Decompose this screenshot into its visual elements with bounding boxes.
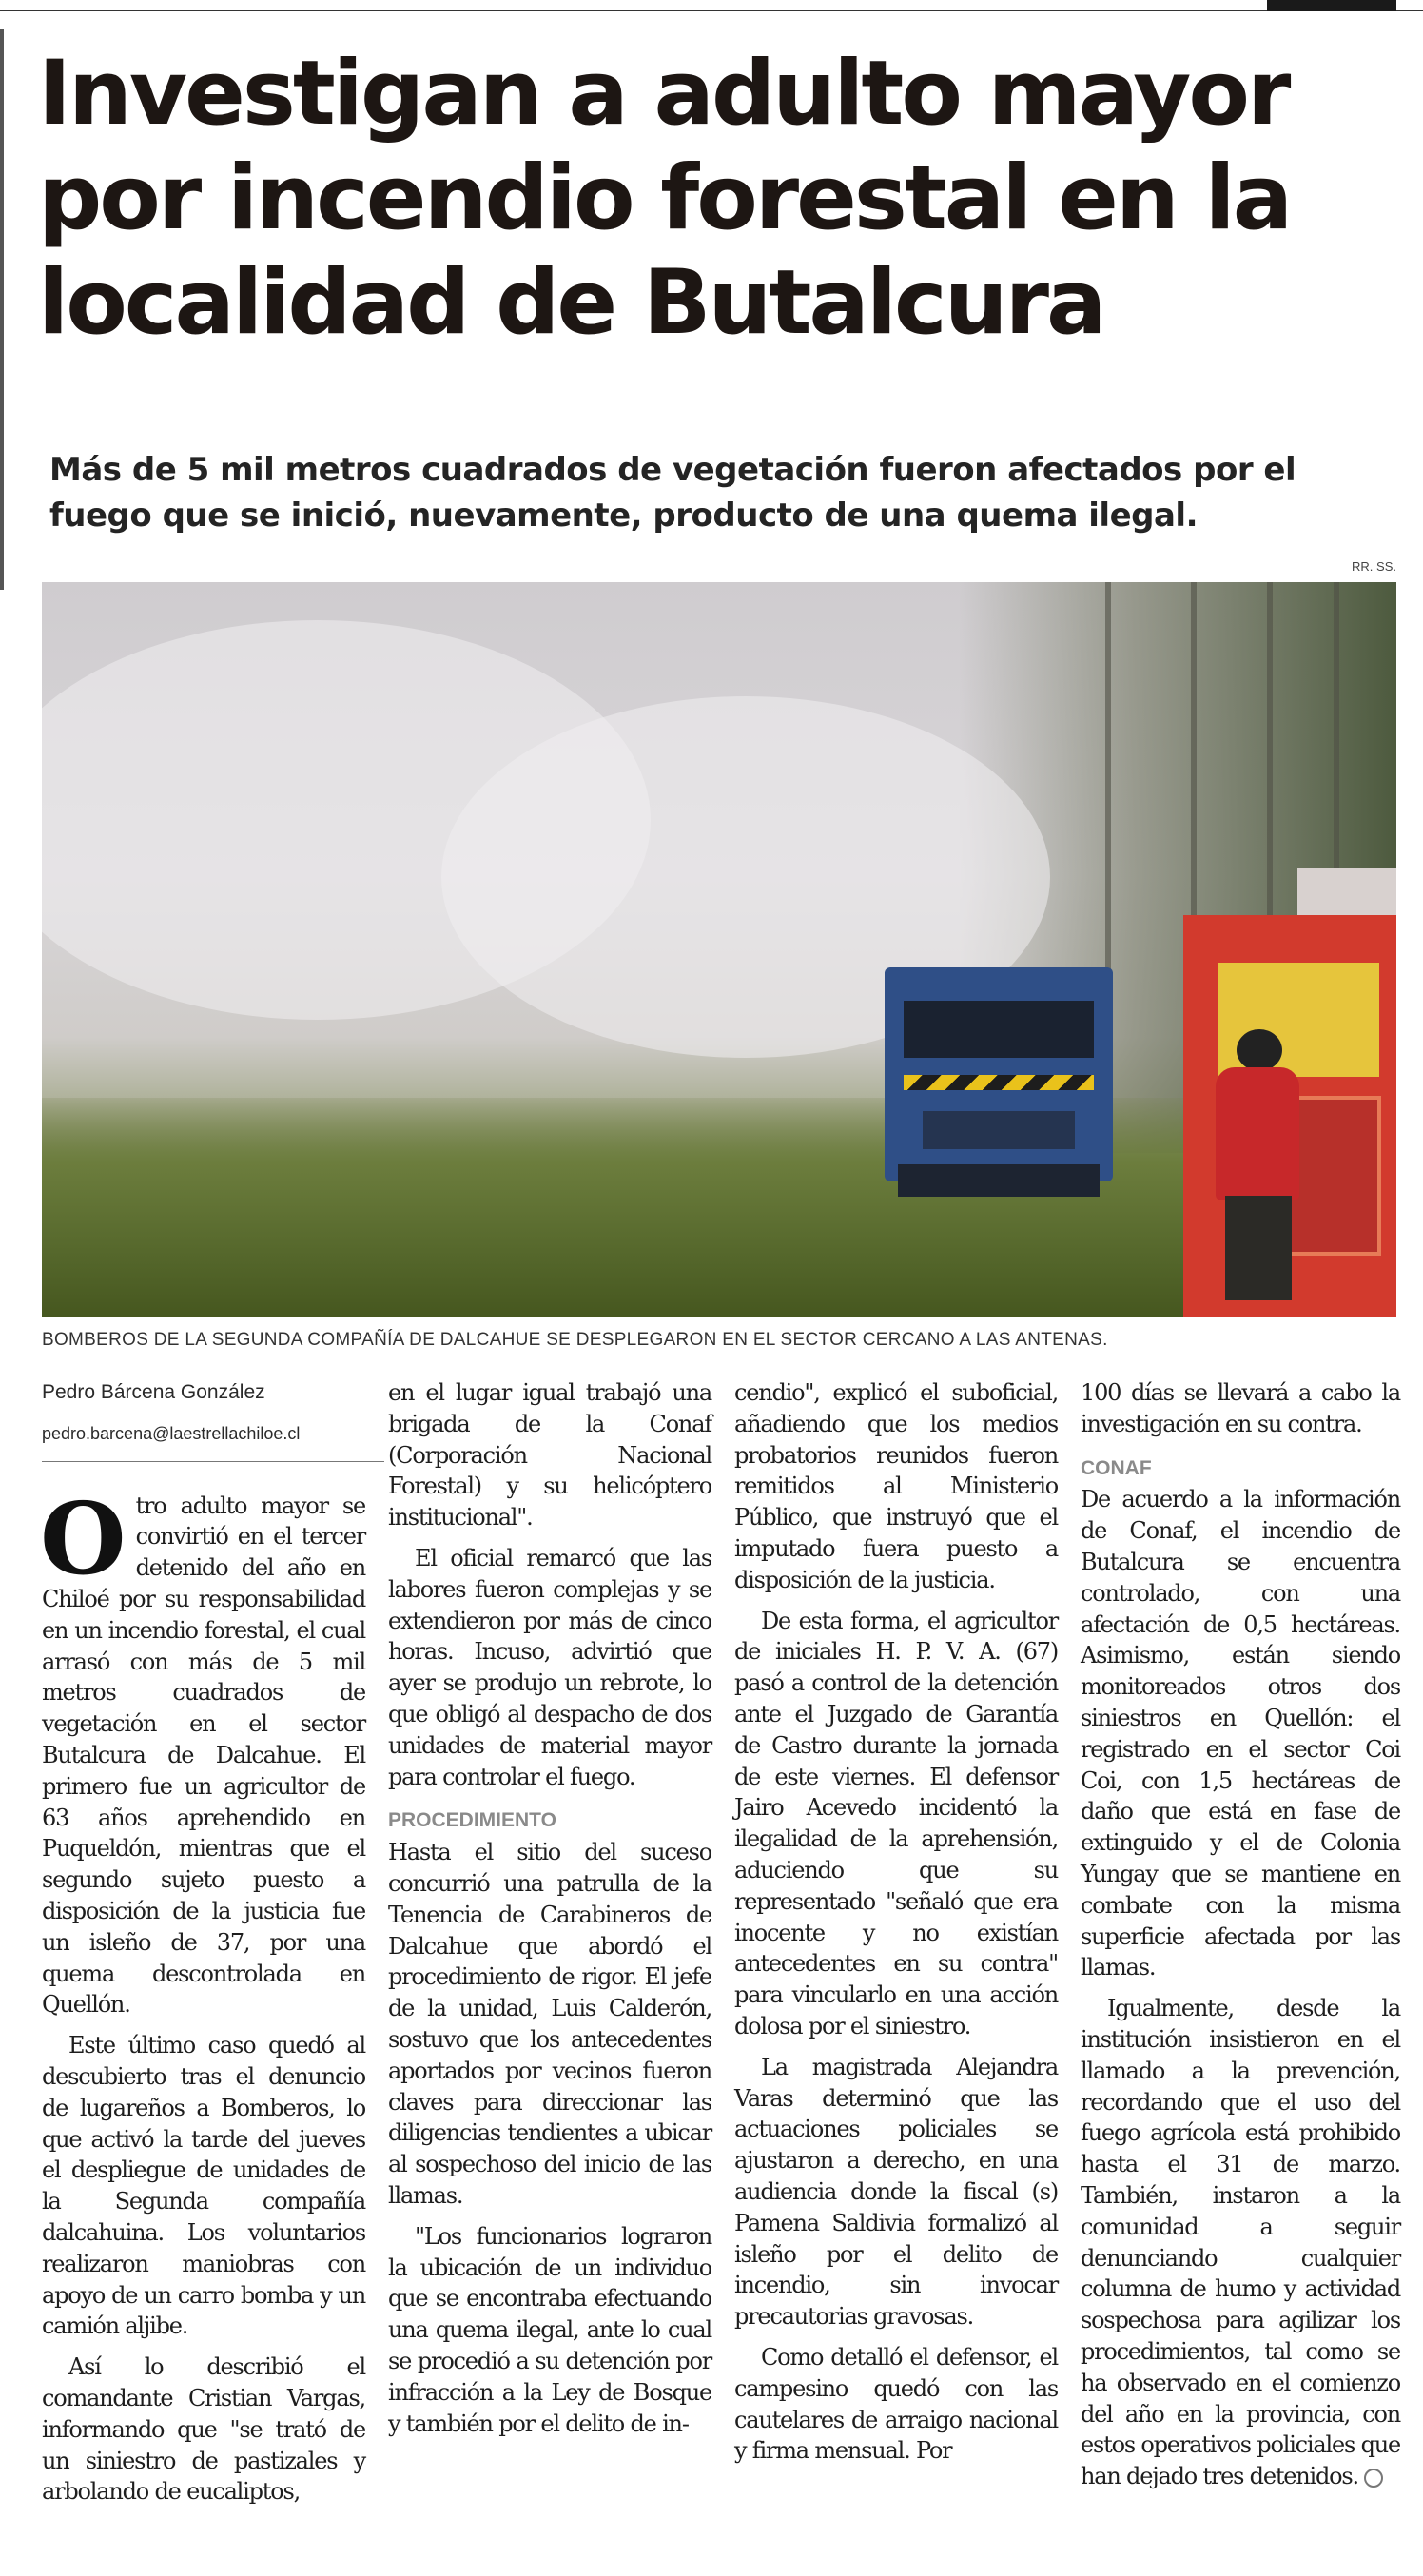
paragraph: De esta forma, el agricultor de iniciales H. P. V. A. (67) pasó a control de la detención ante el Juzgado de Garantía de Castro durante la jornada de este viernes. El defensor Jairo Acevedo incidentó la ilegalidad de la aprehensión, aduciendo que su representado "señaló que era inocente y no existían antecedentes en su contra" para vincularlo en una acción dolosa por el siniestro.: [734, 1607, 1058, 2039]
column-2: [388, 1377, 712, 2449]
photo-credit: RR. SS.: [1352, 559, 1396, 574]
paragraph: Como detalló el defensor, el campesino quedó con las cautelares de arraigo nacional y firma mensual. Por: [734, 2343, 1058, 2465]
photo-firefighter-legs: [1225, 1196, 1292, 1300]
photo-firefighter-helmet: [1237, 1029, 1282, 1071]
paragraph: Así lo describió el comandante Cristian Vargas, informando que "se trató de un siniestro de pastizales y arbolando de eucaliptos,: [42, 2353, 365, 2506]
end-mark-icon: [1364, 2469, 1383, 2488]
photo-truck-grille: [923, 1111, 1075, 1149]
paragraph-text: tro adulto mayor se convirtió en el tercer detenido del año en Chiloé por su responsabilidad en un incendio forestal, el cual arrasó con más de 5 mil metros cuadrados de vegetación en el sector Butalcura de Dalcahue. El primero fue un agricultor de 63 años aprehendido en Puqueldón, mientras que el segundo sujeto puesto a disposición de la justicia fue un isleño de 37, por una quema descontrolada en Quellón.: [42, 1492, 365, 2019]
left-edge-bar: [0, 29, 4, 590]
drop-cap: O: [40, 1479, 127, 1597]
photo-truck-stripe: [904, 1075, 1094, 1090]
paragraph: La magistrada Alejandra Varas determinó que las actuaciones policiales se ajustaron a derecho, en una audiencia donde la fiscal (s) Pamena Saldivia formalizó al isleño por el delito de incendio, sin invocar precautorias gravosas.: [734, 2053, 1058, 2331]
column-1: [42, 1377, 365, 2517]
paragraph: De acuerdo a la información de Conaf, el incendio de Butalcura se encuentra controlado, con una afectación de 0,5 hectáreas. Asimismo, están siendo monitoreados otros dos siniestros en Quellón: el registrado en el sector Coi Coi, con 1,5 hectáreas de daño que está en fase de extinguido y el de Colonia Yungay que se mantiene en combate con la misma superficie afectada por las llamas.: [1081, 1486, 1400, 1981]
author-email: pedro.barcena@laestrellachiloe.cl: [42, 1423, 301, 1443]
column-3: [734, 1377, 1058, 2476]
paragraph: "Los funcionarios lograron la ubicación de un individuo que se encontraba efectuando una quema ilegal, ante lo cual se procedió a su detención por infracción a la Ley de Bosque y también por el delito de in-: [388, 2222, 712, 2437]
top-corner-block: [1267, 0, 1396, 11]
photo-truck-bumper: [898, 1164, 1100, 1197]
paragraph: 100 días se llevará a cabo la investigación en su contra.: [1081, 1379, 1400, 1437]
photo-truck-windshield: [904, 1001, 1094, 1058]
column-4: [1081, 1377, 1400, 2502]
article-photo: [42, 582, 1396, 1317]
paragraph: El oficial remarcó que las labores fueron complejas y se extendieron por más de cinco horas. Incuso, advirtió que ayer se produjo un rebrote, lo que obligó al despacho de dos unidades de material mayor para controlar el fuego.: [388, 1544, 712, 1790]
section-heading-conaf: CONAF: [1081, 1456, 1152, 1479]
paragraph: Hasta el sitio del suceso concurrió una patrulla de la Tenencia de Carabineros de Dalcahue que abordó el procedimiento de rigor. El jefe de la unidad, Luis Calderón, sostuvo que los antecedentes aportados por vecinos fueron claves para direccionar las diligencias tendientes a ubicar al sospechoso del inicio de las llamas.: [388, 1839, 712, 2209]
headline: Investigan a adulto mayor por incendio forestal en la localidad de Butalcura: [38, 42, 1291, 355]
photo-caption: BOMBEROS DE LA SEGUNDA COMPAÑÍA DE DALCAHUE SE DESPLEGARON EN EL SECTOR CERCANO A LAS ANTENAS.: [42, 1330, 1108, 1350]
author-name: Pedro Bárcena González: [42, 1381, 265, 1403]
section-heading-procedimiento: PROCEDIMIENTO: [388, 1809, 556, 1832]
paragraph: en el lugar igual trabajó una brigada de la Conaf (Corporación Nacional Forestal) y su helicóptero institucional".: [388, 1379, 712, 1532]
paragraph-text: Igualmente, desde la institución insistieron en el llamado a la prevención, recordando que el uso del fuego agrícola está prohibido hasta el 31 de marzo. También, instaron a la comunidad a seguir denunciando cualquier columna de humo y actividad sospechosa para agilizar los procedimientos, tal como se ha observado en el comienzo del año en la provincia, con estos operativos policiales que han dejado tres detenidos.: [1081, 1995, 1400, 2490]
byline-divider: [42, 1461, 384, 1462]
top-rule: [0, 10, 1423, 11]
paragraph: [1081, 1993, 1400, 2492]
subheadline: Más de 5 mil metros cuadrados de vegetación fueron afectados por el fuego que se inició, nuevamente, producto de una quema ilegal.: [49, 451, 1296, 535]
paragraph: [40, 1479, 365, 2021]
paragraph: cendio", explicó el suboficial, añadiendo que los medios probatorios reunidos fueron remitidos al Ministerio Público, que instruyó que el imputado fuera puesto a disposición de la justicia.: [734, 1379, 1058, 1593]
paragraph: Este último caso quedó al descubierto tras el denuncio de lugareños a Bomberos, lo que activó la tarde del jueves el despliegue de unidades de la Segunda compañía dalcahuina. Los voluntarios realizaron maniobras con apoyo de un carro bomba y un camión aljibe.: [42, 2032, 365, 2340]
photo-firefighter: [1216, 1067, 1299, 1200]
